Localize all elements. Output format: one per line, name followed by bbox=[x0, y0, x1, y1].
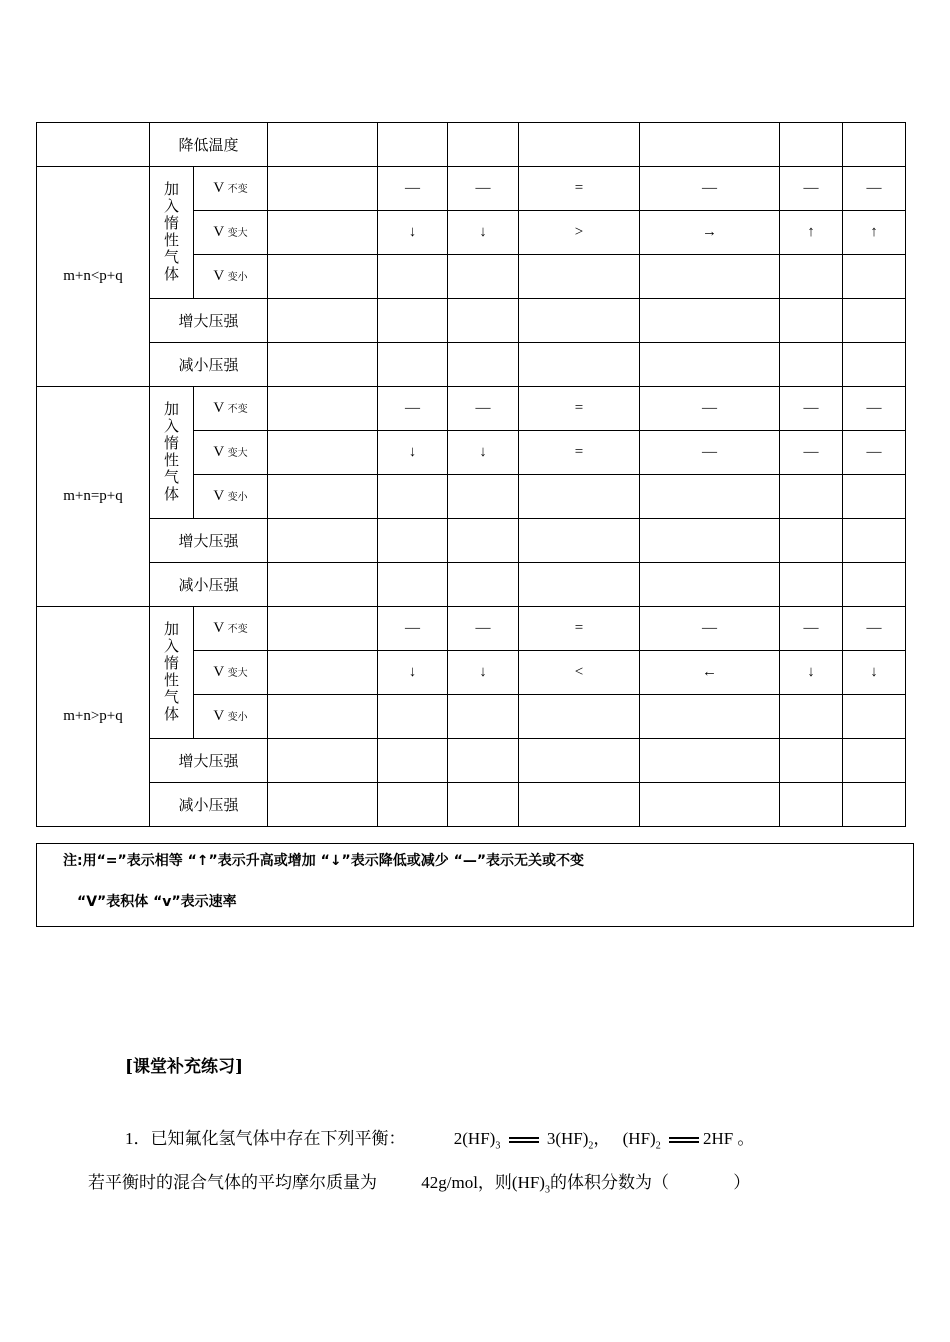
effect-cell: ← bbox=[640, 651, 780, 695]
effect-cell: — bbox=[640, 431, 780, 475]
effect-cell bbox=[448, 695, 519, 739]
cell bbox=[37, 123, 150, 167]
effect-cell: — bbox=[780, 387, 843, 431]
effect-cell: — bbox=[378, 387, 448, 431]
cell bbox=[780, 563, 843, 607]
effect-cell: — bbox=[640, 607, 780, 651]
table-row bbox=[37, 387, 906, 431]
table-row bbox=[37, 519, 906, 563]
inert-gas-label: 加 入 惰 性 气 体 bbox=[150, 607, 194, 739]
cell bbox=[378, 343, 448, 387]
cell bbox=[843, 739, 906, 783]
effect-cell: — bbox=[843, 607, 906, 651]
cell bbox=[780, 739, 843, 783]
effect-cell: — bbox=[780, 431, 843, 475]
equilibrium-arrow-icon bbox=[509, 1135, 539, 1145]
effect-cell: — bbox=[378, 167, 448, 211]
effect-cell: — bbox=[780, 167, 843, 211]
cell bbox=[448, 519, 519, 563]
effect-cell: ↓ bbox=[378, 211, 448, 255]
effect-cell: ↓ bbox=[448, 431, 519, 475]
action-cell: 降低温度 bbox=[150, 123, 268, 167]
effect-cell bbox=[378, 475, 448, 519]
effect-cell bbox=[268, 387, 378, 431]
legend-note bbox=[36, 843, 914, 927]
cell bbox=[519, 343, 640, 387]
effect-cell bbox=[378, 695, 448, 739]
cell bbox=[268, 563, 378, 607]
table-row bbox=[37, 343, 906, 387]
cell bbox=[268, 299, 378, 343]
effect-cell: ↓ bbox=[448, 211, 519, 255]
inert-gas-label: 加 入 惰 性 气 体 bbox=[150, 387, 194, 519]
effect-cell bbox=[640, 695, 780, 739]
cell bbox=[378, 783, 448, 827]
effect-cell bbox=[268, 211, 378, 255]
table-row bbox=[37, 783, 906, 827]
effect-cell bbox=[268, 475, 378, 519]
cell bbox=[780, 343, 843, 387]
pressure-action-cell: 增大压强 bbox=[150, 739, 268, 783]
effect-cell bbox=[843, 695, 906, 739]
effect-cell: ↑ bbox=[843, 211, 906, 255]
effect-cell: ↓ bbox=[448, 651, 519, 695]
volume-cell: V 变小 bbox=[194, 695, 268, 739]
effect-cell: ↓ bbox=[843, 651, 906, 695]
effect-cell bbox=[268, 607, 378, 651]
effect-cell: < bbox=[519, 651, 640, 695]
table-row bbox=[37, 607, 906, 651]
cell bbox=[640, 123, 780, 167]
effect-cell: ↓ bbox=[378, 431, 448, 475]
section-title: [课堂补充练习] bbox=[125, 1057, 244, 1077]
cell bbox=[519, 563, 640, 607]
cell bbox=[843, 783, 906, 827]
volume-cell: V 变大 bbox=[194, 211, 268, 255]
cell bbox=[268, 343, 378, 387]
effect-cell: > bbox=[519, 211, 640, 255]
cell bbox=[519, 123, 640, 167]
q1-intro: 1．已知氟化氢气体中存在下列平衡： bbox=[125, 1129, 406, 1148]
cell bbox=[843, 563, 906, 607]
effect-cell bbox=[519, 475, 640, 519]
effect-cell bbox=[268, 651, 378, 695]
condition-cell: m+n<p+q bbox=[37, 167, 150, 387]
cell bbox=[448, 123, 519, 167]
volume-cell: V 变大 bbox=[194, 651, 268, 695]
effect-cell: = bbox=[519, 387, 640, 431]
effect-cell bbox=[268, 695, 378, 739]
effect-cell bbox=[519, 255, 640, 299]
equilibrium-shift-table bbox=[36, 122, 906, 827]
cell bbox=[519, 783, 640, 827]
effect-cell: — bbox=[640, 387, 780, 431]
effect-cell bbox=[448, 255, 519, 299]
cell bbox=[843, 519, 906, 563]
cell bbox=[268, 739, 378, 783]
volume-cell: V 变小 bbox=[194, 255, 268, 299]
cell bbox=[843, 343, 906, 387]
cell bbox=[378, 563, 448, 607]
cell bbox=[640, 519, 780, 563]
cell bbox=[448, 783, 519, 827]
cell bbox=[378, 519, 448, 563]
effect-cell bbox=[640, 255, 780, 299]
equilibrium-arrow-icon bbox=[669, 1135, 699, 1145]
table-row bbox=[37, 167, 906, 211]
effect-cell bbox=[780, 255, 843, 299]
effect-cell bbox=[843, 475, 906, 519]
cell bbox=[780, 519, 843, 563]
effect-cell bbox=[378, 255, 448, 299]
effect-cell bbox=[268, 167, 378, 211]
cell bbox=[519, 519, 640, 563]
table-row bbox=[37, 123, 906, 167]
condition-cell: m+n=p+q bbox=[37, 387, 150, 607]
cell bbox=[448, 739, 519, 783]
cell bbox=[268, 123, 378, 167]
effect-cell bbox=[843, 255, 906, 299]
cell bbox=[519, 739, 640, 783]
pressure-action-cell: 减小压强 bbox=[150, 783, 268, 827]
effect-cell bbox=[780, 475, 843, 519]
cell bbox=[268, 783, 378, 827]
effect-cell bbox=[519, 695, 640, 739]
condition-cell: m+n>p+q bbox=[37, 607, 150, 827]
effect-cell: = bbox=[519, 167, 640, 211]
effect-cell: ↓ bbox=[378, 651, 448, 695]
table-row bbox=[37, 739, 906, 783]
cell bbox=[640, 783, 780, 827]
inert-gas-label: 加 入 惰 性 气 体 bbox=[150, 167, 194, 299]
volume-cell: V 不变 bbox=[194, 607, 268, 651]
effect-cell bbox=[640, 475, 780, 519]
effect-cell: — bbox=[780, 607, 843, 651]
effect-cell: — bbox=[640, 167, 780, 211]
cell bbox=[640, 343, 780, 387]
cell bbox=[780, 299, 843, 343]
effect-cell: — bbox=[448, 607, 519, 651]
pressure-action-cell: 增大压强 bbox=[150, 299, 268, 343]
cell bbox=[843, 123, 906, 167]
effect-cell bbox=[268, 255, 378, 299]
effect-cell bbox=[448, 475, 519, 519]
effect-cell: → bbox=[640, 211, 780, 255]
effect-cell: ↓ bbox=[780, 651, 843, 695]
pressure-action-cell: 增大压强 bbox=[150, 519, 268, 563]
cell bbox=[448, 563, 519, 607]
cell bbox=[378, 739, 448, 783]
cell bbox=[640, 739, 780, 783]
cell bbox=[640, 563, 780, 607]
question-1-line-2: 若平衡时的混合气体的平均摩尔质量为 42g/mol，则$(HF)_3$的体积分数为（ ） bbox=[88, 1173, 751, 1196]
effect-cell: = bbox=[519, 431, 640, 475]
effect-cell: — bbox=[843, 387, 906, 431]
cell bbox=[843, 299, 906, 343]
pressure-action-cell: 减小压强 bbox=[150, 563, 268, 607]
effect-cell: — bbox=[448, 167, 519, 211]
effect-cell bbox=[268, 431, 378, 475]
cell bbox=[448, 299, 519, 343]
effect-cell: ↑ bbox=[780, 211, 843, 255]
cell bbox=[378, 299, 448, 343]
cell bbox=[448, 343, 519, 387]
note-line-2: “V”表积体 “v”表示速率 bbox=[77, 894, 237, 910]
table-row bbox=[37, 563, 906, 607]
volume-cell: V 变大 bbox=[194, 431, 268, 475]
effect-cell: — bbox=[378, 607, 448, 651]
cell bbox=[780, 123, 843, 167]
effect-cell: — bbox=[843, 167, 906, 211]
cell bbox=[780, 783, 843, 827]
effect-cell bbox=[780, 695, 843, 739]
effect-cell: — bbox=[843, 431, 906, 475]
pressure-action-cell: 减小压强 bbox=[150, 343, 268, 387]
volume-cell: V 不变 bbox=[194, 167, 268, 211]
cell bbox=[519, 299, 640, 343]
effect-cell: = bbox=[519, 607, 640, 651]
volume-cell: V 不变 bbox=[194, 387, 268, 431]
eq1: $2(HF)_3$ bbox=[453, 1129, 501, 1152]
cell bbox=[640, 299, 780, 343]
cell bbox=[268, 519, 378, 563]
volume-cell: V 变小 bbox=[194, 475, 268, 519]
question-1-line-1: 1．已知氟化氢气体中存在下列平衡： $2(HF)_3$ $3(HF)_2$， $(HF)_2$ 2HF 。 bbox=[125, 1129, 755, 1152]
effect-cell: — bbox=[448, 387, 519, 431]
table-row bbox=[37, 299, 906, 343]
cell bbox=[378, 123, 448, 167]
note-line-1: 注:用“=”表示相等 “↑”表示升高或增加 “↓”表示降低或减少 “—”表示无关或不变 bbox=[63, 853, 585, 869]
